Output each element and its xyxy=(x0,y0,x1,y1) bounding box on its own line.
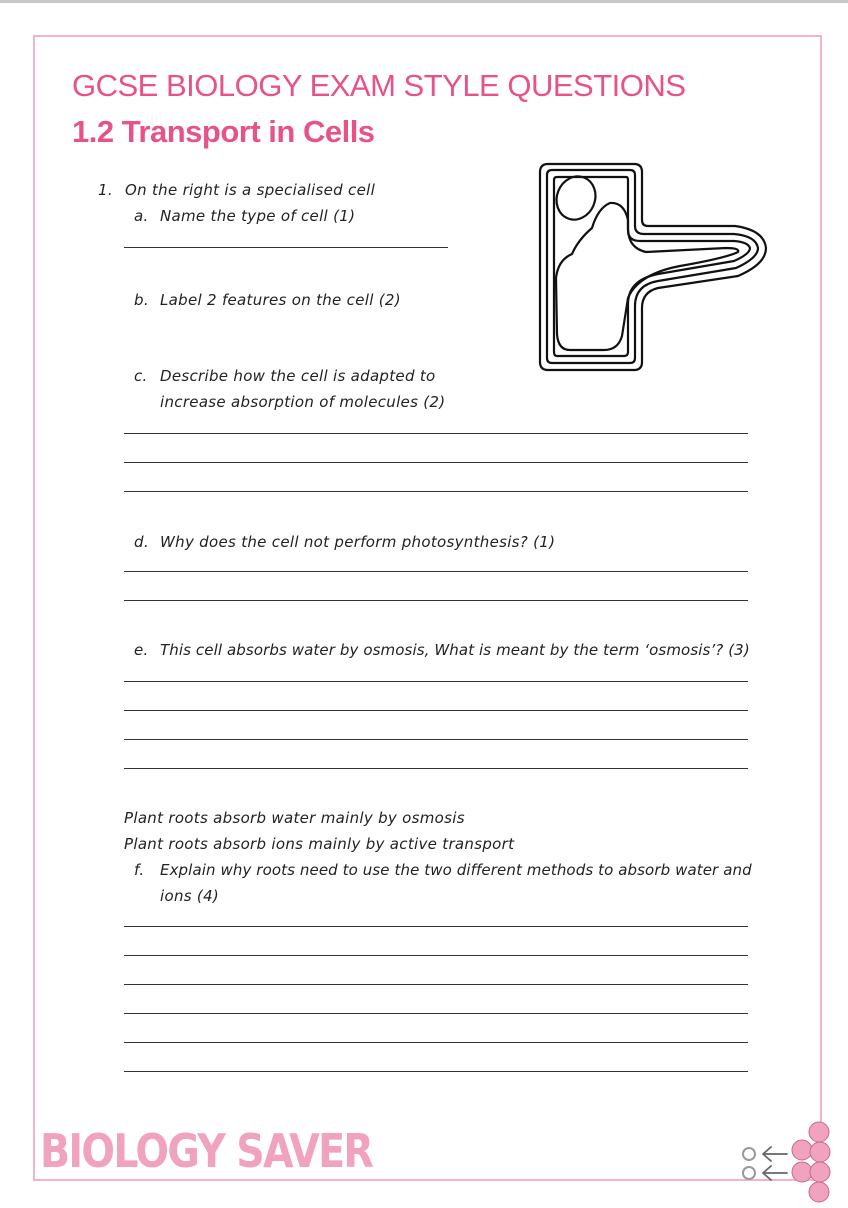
answer-line-c[interactable] xyxy=(124,462,748,463)
part-a-text: Name the type of cell (1) xyxy=(160,207,356,225)
answer-line-d[interactable] xyxy=(124,571,748,572)
part-b-text: Label 2 features on the cell (2) xyxy=(160,291,401,309)
cell-wall-outer xyxy=(540,164,766,370)
question-number: 1. xyxy=(98,181,113,199)
answer-line-f[interactable] xyxy=(124,1071,748,1072)
part-a-letter: a. xyxy=(134,207,149,225)
molecule-logo-icon xyxy=(736,1120,836,1204)
part-e-text: This cell absorbs water by osmosis, What is meant by the term ‘osmosis’? (3) xyxy=(160,641,750,659)
cell-wall-inner xyxy=(547,170,758,363)
part-f-letter: f. xyxy=(134,861,145,879)
cell-membrane xyxy=(554,177,750,356)
answer-line-f[interactable] xyxy=(124,984,748,985)
answer-line-c[interactable] xyxy=(124,433,748,434)
answer-line-c[interactable] xyxy=(124,491,748,492)
answer-line-d[interactable] xyxy=(124,600,748,601)
answer-line-f[interactable] xyxy=(124,1013,748,1014)
answer-line-e[interactable] xyxy=(124,681,748,682)
answer-line-a[interactable] xyxy=(124,247,448,248)
page-subtitle: 1.2 Transport in Cells xyxy=(72,114,375,149)
question-intro: On the right is a specialised cell xyxy=(125,181,376,199)
part-d-text: Why does the cell not perform photosynthesis? (1) xyxy=(160,533,556,551)
nucleus xyxy=(550,170,602,225)
answer-line-e[interactable] xyxy=(124,768,748,769)
brand-logo-text: BIOLOGY SAVER xyxy=(40,1124,373,1178)
part-b-letter: b. xyxy=(134,291,149,309)
answer-line-f[interactable] xyxy=(124,1042,748,1043)
top-divider xyxy=(0,0,848,3)
answer-line-f[interactable] xyxy=(124,926,748,927)
part-e-letter: e. xyxy=(134,641,149,659)
part-c-text-line1: Describe how the cell is adapted to xyxy=(160,367,436,385)
part-f-text-line2: ions (4) xyxy=(160,887,220,905)
answer-line-e[interactable] xyxy=(124,710,748,711)
part-c-text-line2: increase absorption of molecules (2) xyxy=(160,393,446,411)
part-c-letter: c. xyxy=(134,367,148,385)
page-title: GCSE BIOLOGY EXAM STYLE QUESTIONS xyxy=(72,68,686,103)
part-d-letter: d. xyxy=(134,533,149,551)
statement-ions: Plant roots absorb ions mainly by active transport xyxy=(124,835,515,853)
root-hair-cell-diagram[interactable] xyxy=(530,158,770,376)
answer-line-e[interactable] xyxy=(124,739,748,740)
part-f-text-line1: Explain why roots need to use the two different methods to absorb water and xyxy=(160,861,752,879)
answer-line-f[interactable] xyxy=(124,955,748,956)
statement-water: Plant roots absorb water mainly by osmosis xyxy=(124,809,465,827)
